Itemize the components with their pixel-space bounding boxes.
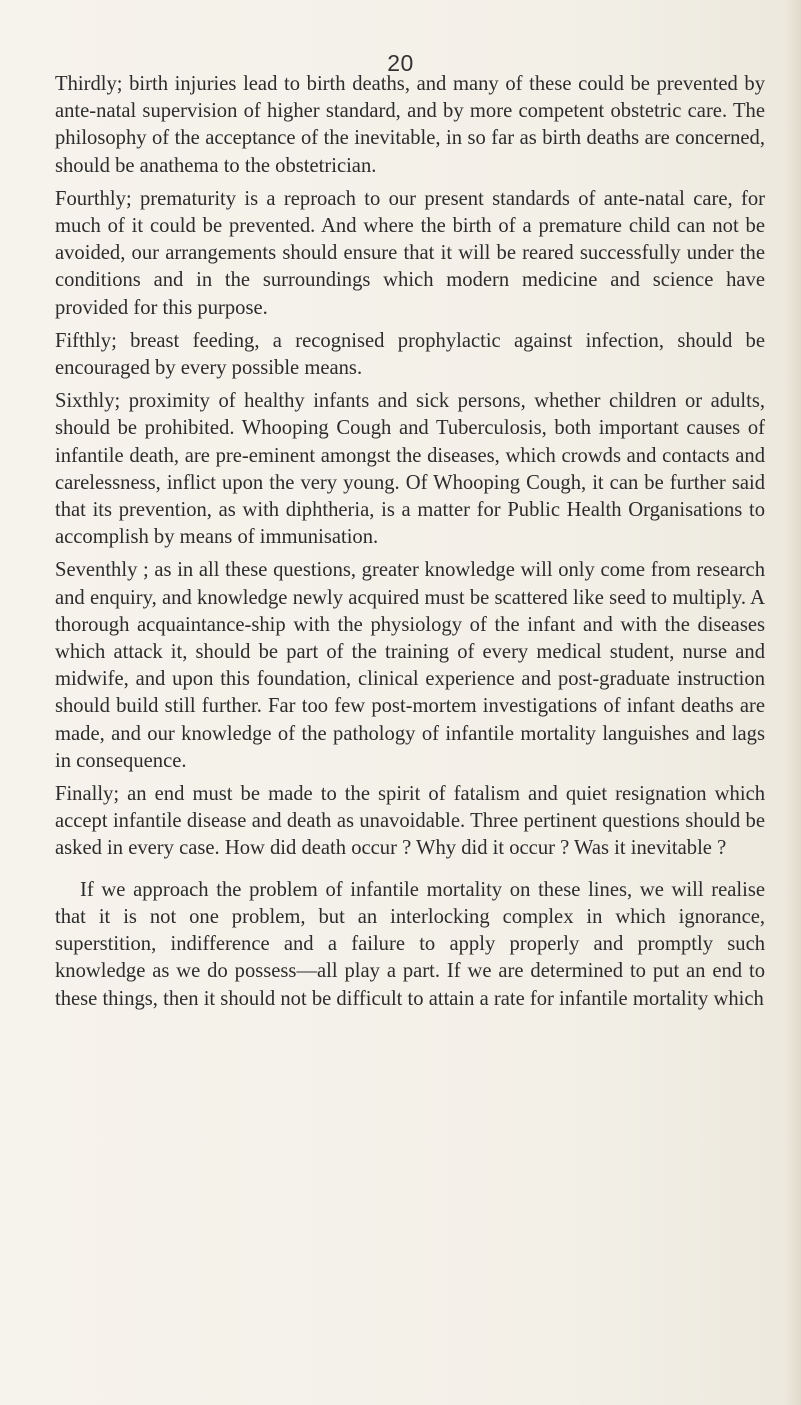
paragraph-seventhly: Seventhly ; as in all these questions, greater knowledge will only come from research and enquiry, and knowledge newly acquired must be scattered like seed to multiply. A thorough acquaintance-ship with the physiology of the infant and with the diseases which attack it, should be part of the training of every medical student, nurse and midwife, and upon this foundation, clinical experience and post-graduate instruction should build still further. Far too few post-mortem investigations of infant deaths are made, and our knowledge of the pathology of infantile mortality languishes and lags in consequence.: [55, 559, 765, 772]
paragraph-finally: Finally; an end must be made to the spirit of fatalism and quiet resignation which accept infantile disease and death as unavoidable. Three pertinent questions should be asked in every case. How did death occur ? Why did it occur ? Was it inevitable ?: [55, 783, 765, 860]
paragraph-fifthly: Fifthly; breast feeding, a recognised prophylactic against infection, should be encouraged by every possible means.: [55, 329, 765, 380]
paragraph-sixthly: Sixthly; proximity of healthy infants and sick persons, whether children or adults, should be prohibited. Whooping Cough and Tuberculosis, both important causes of infantile death, are pre-eminent amongst the diseases, which crowds and contacts and carelessness, inflict upon the very young. Of Whooping Cough, it can be further said that its prevention, as with diphtheria, is a matter for Public Health Organisations to accomplish by means of immunisation.: [55, 390, 765, 549]
body-text: [55, 71, 765, 1013]
paragraph-thirdly: Thirdly; birth injuries lead to birth deaths, and many of these could be prevented by ante-natal supervision of higher standard, and by more competent obstetric care. The philosophy of the acceptance of the inevitable, in so far as birth deaths are concerned, should be anathema to the obstetrician.: [55, 73, 765, 177]
paragraph-fourthly: Fourthly; prematurity is a reproach to our present standards of ante-natal care, for much of it could be prevented. And where the birth of a premature child can not be avoided, our arrangements should ensure that it will be reared successfully under the conditions and in the surroundings which modern medicine and science have provided for this purpose.: [55, 187, 765, 319]
page-number: 20: [387, 50, 414, 76]
paragraph-conclusion: If we approach the problem of infantile mortality on these lines, we will realise that it is not one problem, but an interlocking complex in which ignorance, superstition, indifference and a failure to apply properly and promptly such knowledge as we do possess—all play a part. If we are determined to put an end to these things, then it should not be difficult to attain a rate for infantile mortality which: [55, 878, 765, 1010]
page-edge-shadow: [785, 0, 801, 1405]
